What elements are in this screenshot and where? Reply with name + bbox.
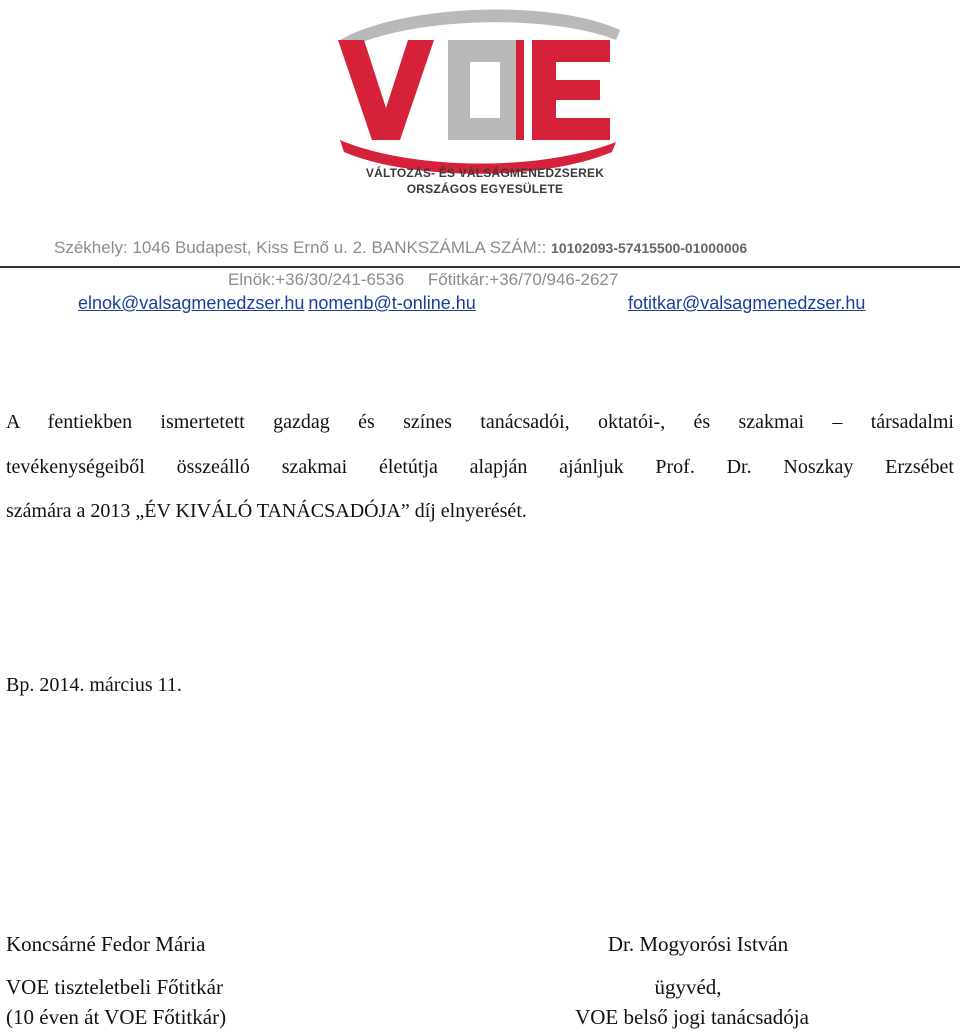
signature-right-title: ügyvéd, xyxy=(654,975,722,999)
body-line-2: tevékenységeiből összeálló szakmai életútja alapján ajánljuk Prof. Dr. Noszkay Erzsébet xyxy=(6,456,954,478)
header-address-line xyxy=(54,238,747,258)
logo-letter-o xyxy=(448,40,522,140)
letter-date: Bp. 2014. március 11. xyxy=(6,674,182,696)
logo-letter-e xyxy=(532,40,610,140)
email-nomenb-link[interactable]: nomenb@t-online.hu xyxy=(308,293,476,313)
logo-o-accent xyxy=(516,40,524,140)
signature-right-note: VOE belső jogi tanácsadója xyxy=(575,1005,809,1029)
logo-letter-v xyxy=(338,40,434,140)
header-email-fotitkar xyxy=(628,293,865,314)
header-emails xyxy=(78,293,476,314)
email-fotitkar-link[interactable]: fotitkar@valsagmenedzser.hu xyxy=(628,293,866,313)
body-line-1: A fentiekben ismertetett gazdag és színes tanácsadói, oktatói-, és szakmai – társadalmi xyxy=(6,411,954,433)
header-divider xyxy=(0,266,960,268)
header-address: Székhely: 1046 Budapest, Kiss Ernő u. 2. BANKSZÁMLA SZÁM:: xyxy=(54,238,547,257)
email-elnok-link[interactable]: elnok@valsagmenedzser.hu xyxy=(78,293,305,313)
header-account-number: 10102093-57415500-01000006 xyxy=(551,240,748,256)
body-line-3: számára a 2013 „ÉV KIVÁLÓ TANÁCSADÓJA” díj elnyerését. xyxy=(6,500,527,522)
signature-left-title: VOE tiszteletbeli Főtitkár xyxy=(6,975,223,999)
signature-right-name: Dr. Mogyorósi István xyxy=(607,932,789,956)
signature-left-name: Koncsárné Fedor Mária xyxy=(6,932,206,956)
logo-subtitle-line1: VÁLTOZÁS- ÉS VÁLSÁGMENEDZSEREK xyxy=(365,166,605,180)
header-phones: Elnök:+36/30/241-6536 Főtitkár:+36/70/946-2627 xyxy=(228,270,619,289)
signature-left-note: (10 éven át VOE Főtitkár) xyxy=(6,1005,227,1029)
logo-subtitle-line2: ORSZÁGOS EGYESÜLETE xyxy=(406,182,564,196)
